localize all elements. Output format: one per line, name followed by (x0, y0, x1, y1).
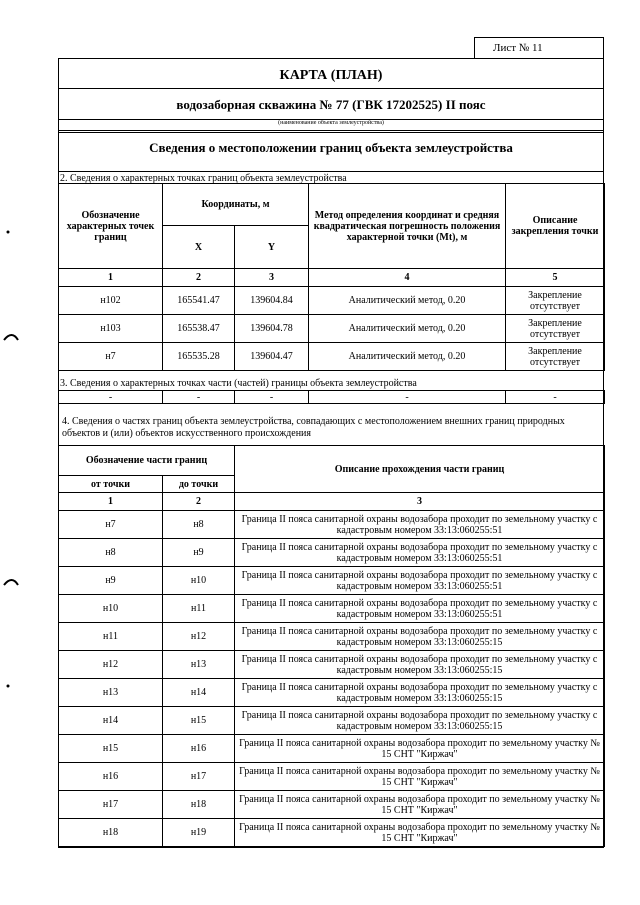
section2-heading: 2. Сведения о характерных точках границ объекта землеустройства (60, 173, 347, 184)
col-number: 4 (309, 269, 506, 287)
to-point: н19 (163, 819, 235, 847)
from-point: н14 (59, 707, 163, 735)
point-name: н7 (59, 343, 163, 371)
method: Аналитический метод, 0.20 (309, 315, 506, 343)
table-row (59, 595, 605, 623)
part-desc: Граница II пояса санитарной охраны водозабора проходит по земельному участку с кадастровым номером 33:13:060255:51 (235, 539, 605, 567)
table-row (59, 315, 605, 343)
divider (58, 171, 604, 172)
col-number: 1 (59, 269, 163, 287)
dash-cell: - (59, 391, 163, 404)
dash-cell: - (506, 391, 605, 404)
from-point: н8 (59, 539, 163, 567)
to-point: н17 (163, 763, 235, 791)
from-point: н9 (59, 567, 163, 595)
to-point: н11 (163, 595, 235, 623)
to-point: н9 (163, 539, 235, 567)
fix: Закрепление отсутствует (506, 343, 605, 371)
from-point: н18 (59, 819, 163, 847)
header-part: Обозначение части границ (59, 446, 235, 476)
point-name: н103 (59, 315, 163, 343)
table-row (59, 511, 605, 539)
coord-y: 139604.84 (235, 287, 309, 315)
table-row (59, 735, 605, 763)
header-method: Метод определения координат и средняя квадратическая погрешность положения характерной точки (Mt), м (309, 184, 506, 269)
fix: Закрепление отсутствует (506, 287, 605, 315)
from-point: н12 (59, 651, 163, 679)
section-title: Сведения о местоположении границ объекта землеустройства (149, 140, 513, 155)
from-point: н7 (59, 511, 163, 539)
col-number: 5 (506, 269, 605, 287)
table-row (59, 343, 605, 371)
part-desc: Граница II пояса санитарной охраны водозабора проходит по земельному участку с кадастровым номером 33:13:060255:15 (235, 623, 605, 651)
header-from: от точки (59, 476, 163, 493)
table-row (59, 567, 605, 595)
to-point: н14 (163, 679, 235, 707)
part-desc: Граница II пояса санитарной охраны водозабора проходит по земельному участку № 15 СНТ "Киржач" (235, 735, 605, 763)
header-designation: Обозначение характерных точек границ (59, 184, 163, 269)
to-point: н13 (163, 651, 235, 679)
part-desc: Граница II пояса санитарной охраны водозабора проходит по земельному участку № 15 СНТ "Киржач" (235, 819, 605, 847)
coord-x: 165535.28 (163, 343, 235, 371)
to-point: н8 (163, 511, 235, 539)
col-number: 2 (163, 269, 235, 287)
col-number: 3 (235, 493, 605, 511)
from-point: н13 (59, 679, 163, 707)
binder-dot (7, 231, 10, 234)
header-coordinates: Координаты, м (163, 184, 309, 226)
part-desc: Граница II пояса санитарной охраны водозабора проходит по земельному участку № 15 СНТ "Киржач" (235, 763, 605, 791)
section4-heading: 4. Сведения о частях границ объекта землеустройства, совпадающих с местоположением внешних границ природных объектов и (или) объектов искусственного происхождения (62, 416, 565, 439)
to-point: н15 (163, 707, 235, 735)
dash-cell: - (309, 391, 506, 404)
table-row (59, 623, 605, 651)
to-point: н10 (163, 567, 235, 595)
header-x: X (163, 226, 235, 269)
dash-cell: - (235, 391, 309, 404)
part-desc: Граница II пояса санитарной охраны водозабора проходит по земельному участку с кадастровым номером 33:13:060255:51 (235, 595, 605, 623)
part-desc: Граница II пояса санитарной охраны водозабора проходит по земельному участку с кадастровым номером 33:13:060255:15 (235, 651, 605, 679)
binder-hole-mark (4, 580, 18, 585)
header-fix: Описание закрепления точки (506, 184, 605, 269)
divider (58, 88, 604, 89)
dash-cell: - (163, 391, 235, 404)
fix: Закрепление отсутствует (506, 315, 605, 343)
table-row (59, 707, 605, 735)
double-divider (58, 130, 604, 133)
table-row (59, 819, 605, 847)
points-table (58, 183, 605, 371)
table-row (59, 651, 605, 679)
from-point: н16 (59, 763, 163, 791)
table-row (59, 791, 605, 819)
part-desc: Граница II пояса санитарной охраны водозабора проходит по земельному участку с кадастровым номером 33:13:060255:51 (235, 511, 605, 539)
from-point: н11 (59, 623, 163, 651)
binder-hole-mark (4, 335, 18, 340)
part-desc: Граница II пояса санитарной охраны водозабора проходит по земельному участку с кадастровым номером 33:13:060255:15 (235, 707, 605, 735)
header-desc: Описание прохождения части границ (235, 446, 605, 493)
sheet-number-box (474, 37, 604, 59)
point-name: н102 (59, 287, 163, 315)
part-points-table (58, 390, 605, 404)
coord-y: 139604.78 (235, 315, 309, 343)
object-name: водозаборная скважина № 77 (ГВК 17202525) II пояс (176, 97, 486, 112)
method: Аналитический метод, 0.20 (309, 343, 506, 371)
table-row (59, 539, 605, 567)
sheet-number: Лист № 11 (493, 42, 543, 54)
part-desc: Граница II пояса санитарной охраны водозабора проходит по земельному участку с кадастровым номером 33:13:060255:51 (235, 567, 605, 595)
section3-heading: 3. Сведения о характерных точках части (частей) границы объекта землеустройства (60, 378, 417, 389)
from-point: н17 (59, 791, 163, 819)
map-title: КАРТА (ПЛАН) (279, 68, 383, 83)
part-desc: Граница II пояса санитарной охраны водозабора проходит по земельному участку № 15 СНТ "Киржач" (235, 791, 605, 819)
part-desc: Граница II пояса санитарной охраны водозабора проходит по земельному участку с кадастровым номером 33:13:060255:15 (235, 679, 605, 707)
binder-marks (0, 0, 24, 905)
from-point: н10 (59, 595, 163, 623)
coord-x: 165541.47 (163, 287, 235, 315)
col-number: 3 (235, 269, 309, 287)
table-row (59, 763, 605, 791)
to-point: н18 (163, 791, 235, 819)
col-number: 1 (59, 493, 163, 511)
binder-dot (7, 685, 10, 688)
to-point: н12 (163, 623, 235, 651)
coord-x: 165538.47 (163, 315, 235, 343)
from-point: н15 (59, 735, 163, 763)
col-number: 2 (163, 493, 235, 511)
method: Аналитический метод, 0.20 (309, 287, 506, 315)
table-row (59, 287, 605, 315)
header-y: Y (235, 226, 309, 269)
object-caption: (наименование объекта землеустройства) (278, 120, 384, 126)
parts-table (58, 445, 605, 847)
header-to: до точки (163, 476, 235, 493)
table-row (59, 679, 605, 707)
to-point: н16 (163, 735, 235, 763)
coord-y: 139604.47 (235, 343, 309, 371)
